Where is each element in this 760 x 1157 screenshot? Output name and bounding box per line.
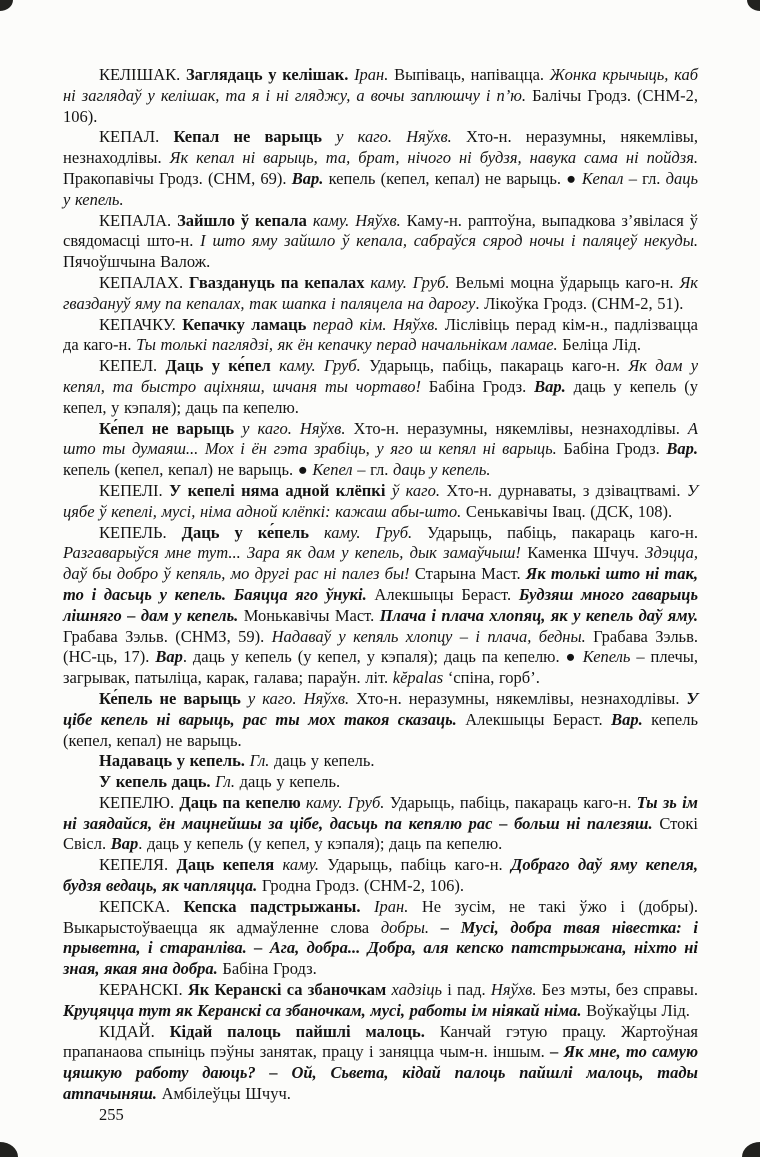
text-run: Добраго даў яму кепеля, будзя ведаць, як чапляцца.	[63, 855, 698, 896]
text-run: Хто-н. неразумны, някемлівы, незнаходлівы.	[345, 418, 688, 438]
text-run: хадзіць	[391, 980, 442, 1000]
text-run: Ліслівіць перад кім-н., падлізвацца да каго-н.	[63, 314, 698, 355]
text-run: каму. Груб.	[305, 792, 385, 812]
text-run: Алекшыцы Бераст.	[456, 709, 612, 729]
text-run: даць у кепель.	[63, 168, 698, 209]
text-run: Без мэты, без справы.	[536, 980, 698, 1000]
text-run: Як Керанскі са збаночкам	[187, 980, 392, 1000]
text-run: kĕpalas	[392, 668, 444, 688]
text-run: Іран.	[374, 896, 409, 916]
text-run: Зайшло ў кепала	[177, 210, 313, 230]
dictionary-entry	[63, 127, 698, 210]
dictionary-entry	[63, 772, 698, 793]
text-run: Надаваць у кепель.	[99, 751, 250, 771]
text-run: Даць кепеля	[176, 855, 283, 875]
text-run: Ударыць, пабіць, пакараць каго-н.	[384, 792, 637, 812]
text-run: Плача і плача хлопяц, як у кепель даў яму.	[379, 605, 698, 625]
dictionary-entry	[63, 356, 698, 418]
text-run: Кепал	[581, 168, 624, 188]
text-run: Хто-н. неразумны, някемлівы, незнаходлівы.	[63, 127, 698, 168]
text-run: Беліца Лід.	[557, 335, 641, 355]
text-run: – плечы, загрывак, патыліца, карак, галава; параўн. літ.	[63, 647, 698, 688]
dictionary-entry	[63, 523, 698, 689]
text-run: Як кепал ні варыць, та, брат, нічого ні будзя, навука сама ні пойдзя.	[169, 148, 699, 168]
text-run: Надаваў у кепяль хлопцу – і плача, бедны.	[271, 626, 586, 646]
text-run: Хто-н. неразумны, някемлівы, незнаходлівы.	[349, 688, 687, 708]
text-run: КІДАЙ.	[99, 1021, 170, 1041]
text-run: КЕПСКА.	[99, 896, 184, 916]
text-run: Круцяцца тут як Керанскі са збаночкам, мусі, работы ім ніякай німа.	[63, 1000, 582, 1020]
text-run: Балічы Гродз. (СНМ-2, 106).	[63, 85, 698, 126]
text-run: кепель (кепел, кепал) не варыць. ●	[63, 460, 313, 480]
text-run: КЕПАЛА.	[99, 210, 178, 230]
text-run: Бабіна Гродз.	[556, 439, 667, 459]
text-run: Як толькі што ні так, то і дасьць у кепель. Баяцца яго ўнукі.	[63, 564, 698, 604]
text-run: Выпіваць, напівацца.	[388, 65, 550, 84]
text-run: Бабіна Гродз.	[217, 959, 317, 979]
entries	[63, 65, 698, 1105]
text-run: У цібе кепель ні варыць, рас ты мох такоя сказаць.	[63, 688, 698, 729]
dictionary-entry	[63, 273, 698, 315]
page-number: 255	[99, 1104, 124, 1124]
text-run: Вар.	[611, 709, 643, 729]
text-run: Не зусім, не такі ўжо і (добры). Выкарыстоўваецца як адмаўленне слова	[63, 896, 698, 937]
text-run: Іран.	[354, 65, 389, 84]
text-run: Кепска падстрыжаны.	[183, 896, 375, 916]
text-run: Гваздануць па кепалах	[188, 272, 371, 292]
dictionary-entry	[63, 65, 698, 127]
text-run: Каму-н. раптоўна, выпадкова з’явілася ў свядомасці што-н.	[63, 210, 698, 251]
text-run: Заглядаць у келішак.	[185, 65, 355, 84]
text-run: – гл.	[623, 168, 666, 188]
text-run: КЕПАЛАХ.	[99, 272, 189, 292]
text-run: Бабіна Гродз.	[420, 376, 535, 396]
text-run: Даць у ке́пель	[181, 522, 324, 542]
dictionary-entry	[63, 793, 698, 855]
page-content	[63, 65, 698, 1126]
text-run: кепель (кепел, кепал) не варыць. ●	[323, 168, 582, 188]
text-run: кепель (кепел, кепал) не варыць.	[63, 709, 699, 750]
text-run: Вар	[155, 647, 183, 667]
text-run: Даць у ке́пел	[165, 356, 280, 376]
text-run: у каго. Няўхв.	[247, 688, 350, 708]
text-run: ў каго.	[391, 480, 440, 500]
text-run: Пракопавічы Гродз. (СНМ, 69).	[63, 168, 292, 188]
text-run: Няўхв.	[490, 980, 537, 1000]
text-run: Монькавічы Маст.	[238, 605, 380, 625]
dictionary-entry	[63, 419, 698, 481]
text-run: КЕПАЛ.	[99, 127, 174, 147]
text-run: Канчай гэтую працу. Жартоўная прапанаова спыніць пэўны занятак, працу і заняцца чым-н. іншым.	[63, 1021, 698, 1062]
text-run: Амбілеўцы Шчуч.	[156, 1084, 291, 1104]
dictionary-entry	[63, 751, 698, 772]
text-run: Разгаварыўся мне тут... Зара як дам у кепель, дык замаўчыш!	[63, 543, 521, 563]
text-run: Алекшыцы Бераст.	[366, 584, 519, 604]
text-run: Ударыць, пабіць, пакараць каго-н.	[412, 522, 698, 542]
text-run: каму. Груб.	[279, 356, 361, 376]
text-run: Каменка Шчуч.	[520, 543, 646, 563]
text-run: І што яму зайшло ў кепала, сабраўся сярод ночы і паляцеў некуды.	[200, 231, 698, 251]
dictionary-entry	[63, 1022, 698, 1105]
text-run: Ударыць, пабіць, пакараць каго-н.	[360, 356, 629, 376]
text-run: Ке́пел не варыць	[99, 418, 243, 438]
text-run: Будзяш много гаварыць лішняго – дам у кепель.	[63, 584, 698, 625]
dictionary-entry	[63, 980, 698, 1022]
text-run: каму.	[282, 855, 320, 875]
text-run: КЕРАНСКІ.	[99, 980, 188, 1000]
text-run: Кепал не варыць	[173, 127, 337, 147]
text-run: КЕПЕЛІ.	[99, 480, 170, 500]
text-run: Як дам у кепял, та быстро аціхняш, шчаня ты чортаво!	[63, 356, 699, 396]
text-run: ‘спіна, горб’.	[443, 668, 540, 688]
text-run: Вар	[110, 834, 139, 854]
text-run: . даць у кепель (у кепел, у кэпаля); даць па кепелю.	[138, 834, 503, 854]
dictionary-entry	[63, 315, 698, 357]
text-run: КЕПАЧКУ.	[99, 314, 183, 334]
text-run: КЕПЕЛЮ.	[99, 792, 180, 812]
dictionary-entry	[63, 689, 698, 751]
text-run: Здэцца, даў бы добро ў кепяль, мо другі рас ні палез бы!	[63, 543, 698, 584]
text-run: Даць па кепелю	[179, 792, 306, 812]
text-run: Ударыць, пабіць каго-н.	[319, 855, 512, 875]
text-run: Вельмі моцна ўдарыць каго-н.	[449, 272, 680, 292]
text-run: А што ты думаяш... Мох і ён гэта зрабіць, у яго ш кепял ні варыць.	[63, 418, 699, 459]
text-run: . Лікоўка Гродз. (СНМ-2, 51).	[475, 293, 684, 313]
text-run: Гродна Гродз. (СНМ-2, 106).	[257, 876, 464, 896]
text-run: Старына Маст.	[409, 564, 526, 584]
text-run: Сенькавічы Івац. (ДСК, 108).	[461, 501, 673, 521]
text-run: даць у кепель.	[269, 751, 375, 771]
text-run: у каго. Няўхв.	[242, 418, 346, 438]
text-run: У цябе ў кепелі, мусі, німа адной клёпкі: кажаш абы-што.	[63, 480, 699, 521]
text-run: і пад.	[441, 980, 491, 1000]
text-run: даць у кепель.	[235, 772, 341, 792]
scan-corner-artifact-top-right	[747, 0, 760, 11]
text-run: даць у кепель (у кепел, у кэпаля); даць па кепелю.	[63, 376, 698, 417]
text-run: даць у кепель.	[392, 460, 491, 480]
text-run: Жонка крычыць, каб ні заглядаў у келішак, та я і ні гляджу, а вочы заплюшчу і п’ю.	[63, 65, 698, 105]
text-run: У кепелі няма адной клёпкі	[169, 480, 392, 500]
text-run: Як гваздануў яму па кепалах, так шапка і паляцела на дарогу	[63, 272, 698, 313]
text-run: каму. Груб.	[370, 272, 450, 292]
text-run: каму. Груб.	[323, 522, 413, 542]
text-run: Ке́пель не варыць	[99, 688, 248, 708]
text-run: . даць у кепель (у кепел, у кэпаля); даць па кепелю. ●	[182, 647, 583, 667]
text-run: перад кім. Няўхв.	[312, 314, 439, 334]
dictionary-entry	[63, 481, 698, 523]
text-run: Гл.	[249, 751, 270, 771]
text-run: Кідай палоць пайшлі малоць.	[169, 1021, 440, 1041]
text-run: КЕЛІШАК.	[99, 65, 186, 84]
text-run: Кепачку ламаць	[182, 314, 313, 334]
scan-corner-artifact-top-left	[0, 0, 13, 11]
text-run: – Мусі, добра твая нівестка: і прыветна, і старанліва. – Ага, добра... Добра, аля кепско патстрыжана, ніхто ні зная, якая яна добра.	[63, 917, 698, 979]
text-run: Вар.	[291, 168, 324, 188]
scan-corner-artifact-bottom-right	[742, 1142, 760, 1157]
text-run: Ты толькі паглядзі, як ён кепачку перад начальнікам ламае.	[136, 335, 558, 355]
text-run: добры.	[380, 917, 430, 937]
text-run: – гл.	[352, 460, 393, 480]
text-run: Грабава Зэльв. (НС-ць, 17).	[63, 626, 698, 667]
text-run: у каго. Няўхв.	[336, 127, 452, 147]
text-run: У кепель даць.	[99, 772, 216, 792]
text-run: Вар.	[534, 376, 566, 396]
text-run: Кепель	[582, 647, 631, 667]
text-run: Грабава Зэльв. (СНМЗ, 59).	[63, 626, 272, 646]
text-run: Ты зь ім ні заядайся, ён мацнейшы за цібе, дасьць па кепялю рас – больш ні палезяш.	[63, 792, 698, 833]
dictionary-entry	[63, 897, 698, 980]
text-run: Вар.	[666, 439, 698, 459]
text-run: КЕПЕЛ.	[99, 356, 166, 376]
text-run: Стокі Свісл.	[63, 813, 698, 854]
text-run: КЕПЕЛЯ.	[99, 855, 177, 875]
text-run: Воўкаўцы Лід.	[581, 1000, 690, 1020]
text-run: КЕПЕЛЬ.	[99, 522, 182, 542]
text-run: Гл.	[215, 772, 235, 792]
text-run: Пячоўшчына Валож.	[63, 252, 211, 272]
text-run: – Як мне, то самую цяшкую работу даюць? – Ой, Сьвета, кідай палоць пайшлі малоць, тады атпачыняш.	[63, 1042, 698, 1104]
text-run: Кепел	[312, 460, 353, 480]
text-run: каму. Няўхв.	[312, 210, 401, 230]
scan-corner-artifact-bottom-left	[0, 1142, 18, 1157]
text-run: Хто-н. дурнаваты, з дзівацтвамі.	[439, 480, 687, 500]
dictionary-entry	[63, 855, 698, 897]
dictionary-entry	[63, 211, 698, 273]
